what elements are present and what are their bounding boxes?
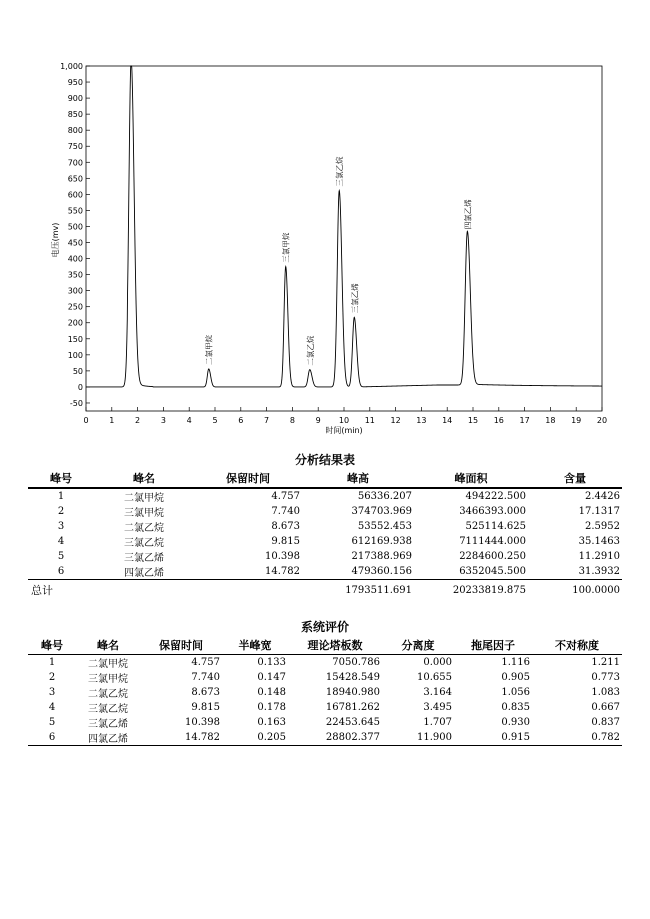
x-tick-label: 13 bbox=[416, 416, 427, 425]
peak-label: 三氯乙烯 bbox=[350, 283, 360, 314]
system-cell-peak-name: 三氯乙烷 bbox=[88, 704, 128, 715]
results-cell-content: 2.4426 bbox=[585, 491, 620, 502]
system-cell-half-width: 0.205 bbox=[222, 730, 288, 746]
y-tick-label: 650 bbox=[67, 174, 83, 184]
system-cell-resolution: 3.164 bbox=[423, 687, 452, 698]
system-header-peak-name: 峰名 bbox=[76, 636, 140, 655]
results-cell-peak-height: 56336.207 bbox=[357, 491, 412, 502]
results-cell-peak-no: 6 bbox=[28, 564, 94, 580]
x-tick-label: 12 bbox=[390, 416, 401, 425]
system-cell-asymmetry: 0.773 bbox=[591, 672, 620, 683]
system-cell-peak-no: 2 bbox=[48, 672, 56, 683]
y-tick-label: 300 bbox=[67, 286, 83, 296]
results-cell-content: 11.2910 bbox=[578, 551, 620, 562]
x-tick-label: 1 bbox=[109, 416, 115, 425]
results-total-row bbox=[28, 580, 622, 601]
y-tick-label: 350 bbox=[67, 270, 83, 280]
results-cell-peak-name: 三氯乙烷 bbox=[124, 538, 164, 549]
results-cell-peak-name: 三氯乙烯 bbox=[124, 553, 164, 564]
results-cell-retention-time: 8.673 bbox=[271, 521, 300, 532]
results-header-peak-area: 峰面积 bbox=[414, 469, 528, 488]
system-row bbox=[28, 685, 622, 700]
results-header-content: 含量 bbox=[528, 469, 622, 488]
x-tick-label: 10 bbox=[338, 416, 350, 425]
peak-label: 四氯乙烯 bbox=[463, 199, 473, 230]
results-total-height: 1793511.691 bbox=[345, 584, 412, 596]
system-header-tailing: 拖尾因子 bbox=[454, 636, 532, 655]
y-tick-label: 900 bbox=[67, 94, 83, 104]
system-cell-plates: 16781.262 bbox=[325, 702, 380, 713]
system-cell-plates: 28802.377 bbox=[288, 730, 382, 746]
x-tick-label: 17 bbox=[519, 416, 530, 425]
system-header-half-width: 半峰宽 bbox=[222, 636, 288, 655]
system-cell-plates: 22453.645 bbox=[325, 717, 380, 728]
system-cell-half-width: 0.133 bbox=[257, 657, 286, 668]
system-cell-plates: 7050.786 bbox=[332, 657, 380, 668]
system-header-peak-no: 峰号 bbox=[28, 636, 76, 655]
results-cell-content: 17.1317 bbox=[578, 506, 620, 517]
y-tick-label: 150 bbox=[67, 334, 83, 344]
y-tick-label: 800 bbox=[67, 126, 83, 136]
x-tick-label: 3 bbox=[160, 416, 166, 425]
results-header-peak-height: 峰高 bbox=[302, 469, 414, 488]
system-cell-asymmetry: 1.083 bbox=[591, 687, 620, 698]
system-cell-tailing: 1.056 bbox=[501, 687, 530, 698]
results-total-empty bbox=[94, 580, 194, 601]
x-tick-label: 20 bbox=[596, 416, 608, 425]
system-cell-peak-name: 二氯甲烷 bbox=[88, 659, 128, 670]
system-cell-peak-name: 四氯乙烯 bbox=[76, 730, 140, 746]
results-cell-peak-area: 7111444.000 bbox=[459, 536, 526, 547]
chromatogram-chart bbox=[0, 0, 650, 450]
system-cell-peak-no: 6 bbox=[28, 730, 76, 746]
peak-label: 二氯甲烷 bbox=[204, 335, 214, 365]
system-cell-retention-time: 9.815 bbox=[191, 702, 220, 713]
results-total-label: 总计 bbox=[31, 584, 53, 597]
results-cell-peak-area: 3466393.000 bbox=[459, 506, 526, 517]
system-title: 系统评价 bbox=[300, 620, 349, 634]
chromatogram-trace bbox=[86, 66, 602, 387]
results-cell-peak-name: 二氯乙烷 bbox=[124, 523, 164, 534]
peak-label: 二氯乙烷 bbox=[305, 335, 315, 366]
system-cell-retention-time: 8.673 bbox=[191, 687, 220, 698]
system-cell-peak-no: 1 bbox=[48, 657, 56, 668]
y-tick-label: 50 bbox=[72, 366, 83, 376]
system-cell-resolution: 1.707 bbox=[423, 717, 452, 728]
x-tick-label: 7 bbox=[264, 416, 270, 425]
x-axis bbox=[83, 407, 607, 425]
system-cell-resolution: 0.000 bbox=[423, 657, 452, 668]
results-cell-peak-name: 三氯甲烷 bbox=[124, 508, 164, 519]
results-cell-peak-height: 374703.969 bbox=[351, 506, 412, 517]
x-tick-label: 14 bbox=[442, 416, 453, 425]
results-header-peak-no: 峰号 bbox=[28, 469, 94, 488]
system-cell-tailing: 0.905 bbox=[501, 672, 530, 683]
results-cell-retention-time: 14.782 bbox=[194, 564, 302, 580]
results-cell-peak-height: 53552.453 bbox=[357, 521, 412, 532]
system-cell-resolution: 11.900 bbox=[382, 730, 454, 746]
system-row bbox=[28, 700, 622, 715]
x-tick-label: 9 bbox=[315, 416, 321, 425]
y-tick-label: 400 bbox=[67, 254, 83, 264]
results-row bbox=[28, 504, 622, 519]
system-row bbox=[28, 670, 622, 685]
results-row bbox=[28, 549, 622, 564]
system-header-asymmetry: 不对称度 bbox=[532, 636, 622, 655]
results-total-area: 20233819.875 bbox=[452, 584, 526, 596]
system-cell-peak-no: 5 bbox=[48, 717, 56, 728]
system-cell-retention-time: 10.398 bbox=[185, 717, 220, 728]
results-cell-peak-area: 2284600.250 bbox=[459, 551, 526, 562]
system-cell-half-width: 0.148 bbox=[257, 687, 286, 698]
y-tick-label: 550 bbox=[67, 206, 83, 216]
x-tick-label: 15 bbox=[467, 416, 479, 425]
system-header-retention-time: 保留时间 bbox=[140, 636, 222, 655]
results-row bbox=[28, 534, 622, 549]
system-cell-peak-no: 3 bbox=[48, 687, 56, 698]
peak-label: 三氯乙烷 bbox=[335, 156, 345, 187]
y-tick-label: 600 bbox=[67, 190, 83, 200]
plot-frame bbox=[86, 66, 602, 411]
y-tick-label: 100 bbox=[67, 350, 83, 360]
x-tick-label: 5 bbox=[212, 416, 218, 425]
system-cell-resolution: 3.495 bbox=[423, 702, 452, 713]
results-title: 分析结果表 bbox=[294, 453, 355, 467]
y-tick-label: 750 bbox=[67, 142, 83, 152]
system-cell-plates: 15428.549 bbox=[325, 672, 380, 683]
results-cell-peak-height: 479360.156 bbox=[302, 564, 414, 580]
system-row bbox=[28, 715, 622, 730]
system-cell-asymmetry: 0.782 bbox=[532, 730, 622, 746]
y-tick-label: 950 bbox=[67, 78, 83, 88]
results-header-peak-name: 峰名 bbox=[94, 469, 194, 488]
results-cell-peak-name: 四氯乙烯 bbox=[94, 564, 194, 580]
results-cell-retention-time: 4.757 bbox=[271, 491, 300, 502]
results-cell-peak-no: 3 bbox=[57, 521, 65, 532]
y-tick-label: -50 bbox=[69, 398, 83, 408]
x-tick-label: 2 bbox=[135, 416, 141, 425]
system-cell-asymmetry: 1.211 bbox=[591, 657, 620, 668]
system-cell-half-width: 0.163 bbox=[257, 717, 286, 728]
system-cell-retention-time: 14.782 bbox=[140, 730, 222, 746]
results-total-empty bbox=[194, 580, 302, 601]
system-cell-retention-time: 4.757 bbox=[191, 657, 220, 668]
peak-labels bbox=[204, 156, 473, 366]
system-header-plates: 理论塔板数 bbox=[288, 636, 382, 655]
x-axis-label: 时间(min) bbox=[325, 426, 363, 435]
results-cell-peak-area: 525114.625 bbox=[465, 521, 526, 532]
system-cell-asymmetry: 0.667 bbox=[591, 702, 620, 713]
x-tick-label: 4 bbox=[186, 416, 192, 425]
results-cell-peak-no: 5 bbox=[57, 551, 65, 562]
results-cell-peak-name: 二氯甲烷 bbox=[124, 493, 164, 504]
system-cell-plates: 18940.980 bbox=[325, 687, 380, 698]
system-table bbox=[28, 636, 622, 746]
results-header-row bbox=[28, 469, 622, 488]
results-total-content: 100.0000 bbox=[572, 584, 620, 596]
system-cell-retention-time: 7.740 bbox=[191, 672, 220, 683]
system-cell-half-width: 0.147 bbox=[257, 672, 286, 683]
y-tick-label: 500 bbox=[67, 222, 83, 232]
x-tick-label: 8 bbox=[289, 416, 295, 425]
results-cell-peak-no: 1 bbox=[57, 491, 65, 502]
x-tick-label: 11 bbox=[364, 416, 375, 425]
x-tick-label: 6 bbox=[238, 416, 244, 425]
results-cell-content: 35.1463 bbox=[578, 536, 620, 547]
system-cell-tailing: 0.915 bbox=[454, 730, 532, 746]
results-row bbox=[28, 488, 622, 504]
system-cell-tailing: 0.835 bbox=[501, 702, 530, 713]
system-cell-peak-name: 三氯乙烯 bbox=[88, 719, 128, 730]
y-tick-label: 200 bbox=[67, 318, 83, 328]
results-cell-peak-height: 612169.938 bbox=[351, 536, 412, 547]
results-cell-retention-time: 10.398 bbox=[265, 551, 300, 562]
y-axis-label: 电压(mv) bbox=[51, 222, 60, 258]
x-tick-label: 0 bbox=[83, 416, 89, 425]
y-tick-label: 850 bbox=[67, 110, 83, 120]
results-cell-peak-area: 494222.500 bbox=[465, 491, 526, 502]
x-tick-label: 16 bbox=[493, 416, 504, 425]
results-table bbox=[28, 469, 622, 600]
results-header-retention-time: 保留时间 bbox=[194, 469, 302, 488]
system-cell-tailing: 0.930 bbox=[501, 717, 530, 728]
y-tick-label: 250 bbox=[67, 302, 83, 312]
y-axis bbox=[60, 62, 90, 408]
system-row bbox=[28, 730, 622, 746]
system-cell-tailing: 1.116 bbox=[501, 657, 530, 668]
results-cell-peak-area: 6352045.500 bbox=[414, 564, 528, 580]
results-cell-content: 2.5952 bbox=[585, 521, 620, 532]
system-cell-peak-no: 4 bbox=[48, 702, 56, 713]
system-cell-half-width: 0.178 bbox=[257, 702, 286, 713]
system-cell-peak-name: 二氯乙烷 bbox=[88, 689, 128, 700]
system-header-row bbox=[28, 636, 622, 655]
y-tick-label: 700 bbox=[67, 158, 83, 168]
results-cell-retention-time: 9.815 bbox=[271, 536, 300, 547]
results-row bbox=[28, 519, 622, 534]
results-cell-peak-no: 4 bbox=[57, 536, 65, 547]
results-cell-peak-height: 217388.969 bbox=[351, 551, 412, 562]
peak-label: 三氯甲烷 bbox=[281, 232, 291, 263]
results-cell-retention-time: 7.740 bbox=[271, 506, 300, 517]
results-row bbox=[28, 564, 622, 580]
x-tick-label: 19 bbox=[571, 416, 582, 425]
system-cell-resolution: 10.655 bbox=[417, 672, 452, 683]
system-cell-peak-name: 三氯甲烷 bbox=[88, 674, 128, 685]
system-cell-asymmetry: 0.837 bbox=[591, 717, 620, 728]
y-tick-label: 1,000 bbox=[60, 62, 83, 71]
results-cell-content: 31.3932 bbox=[528, 564, 622, 580]
results-cell-peak-no: 2 bbox=[57, 506, 65, 517]
x-tick-label: 18 bbox=[545, 416, 556, 425]
system-row bbox=[28, 655, 622, 671]
y-tick-label: 0 bbox=[77, 382, 83, 392]
y-tick-label: 450 bbox=[67, 238, 83, 248]
system-header-resolution: 分离度 bbox=[382, 636, 454, 655]
